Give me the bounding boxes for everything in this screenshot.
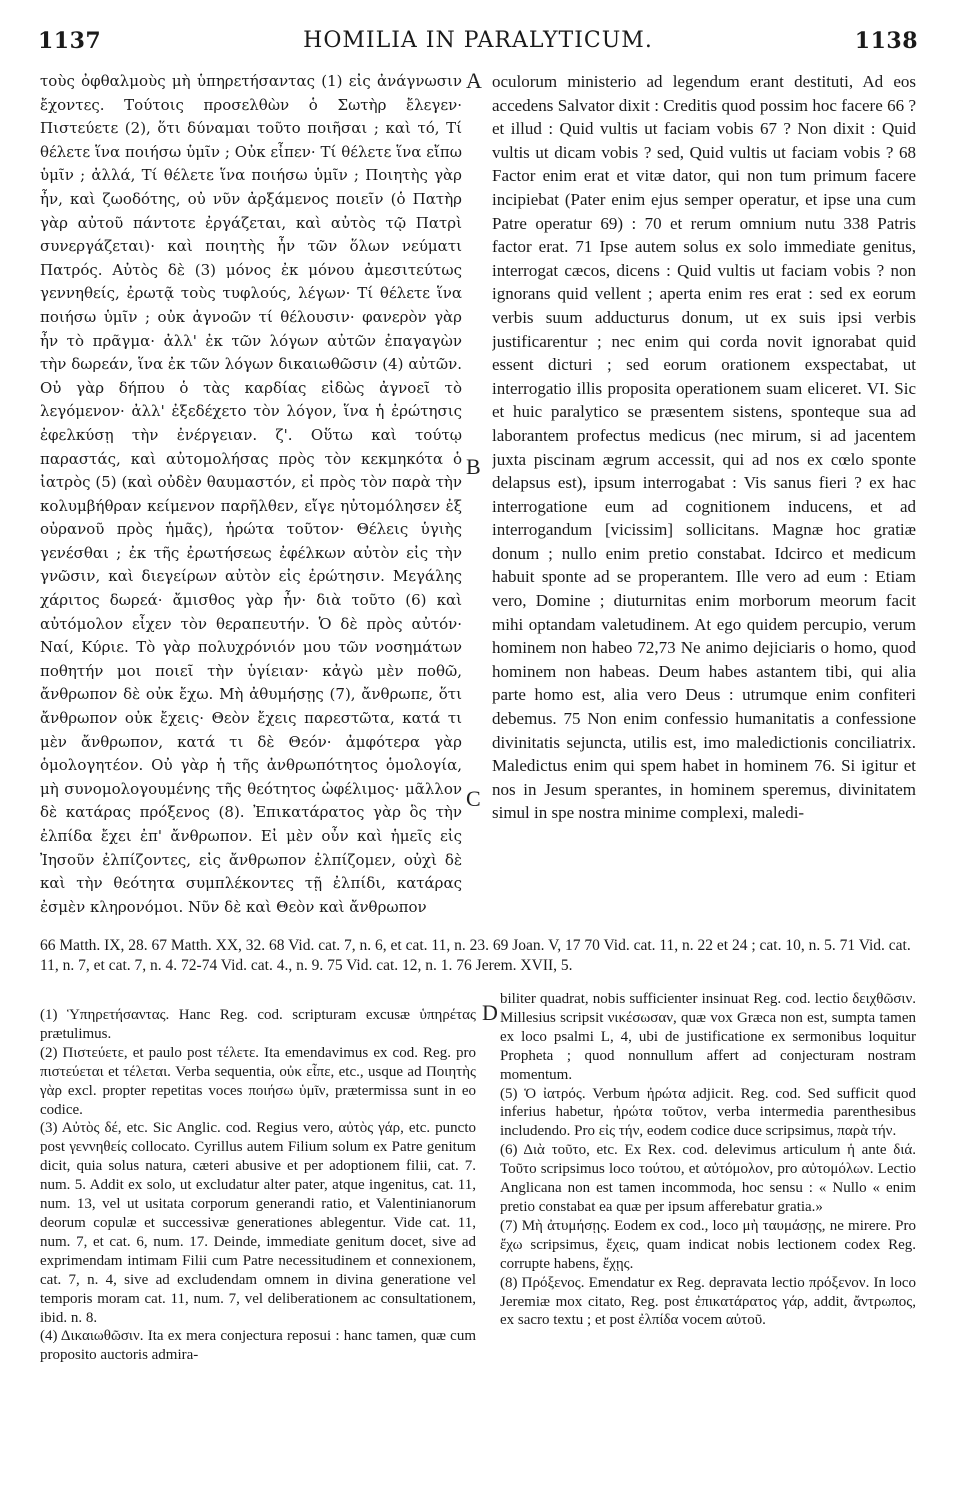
running-header	[38, 28, 918, 56]
greek-column	[40, 70, 462, 920]
greek-text: τοὺς ὀφθαλμοὺς μὴ ὑπηρετήσαντας (1) εἰς ἀνάγνωσιν ἔχοντες. Τούτοις προσελθὼν ὁ Σωτὴρ ἔλεγεν· Πιστεύετε (2), ὅτι δύναμαι τοῦτο ποιῆσαι ; καὶ τό, Τί θέλετε ἵνα ποιήσω ὑμῖν ; Οὐκ εἶπεν· Τί θέλετε ἵνα εἴπω ὑμῖν ; ἀλλά, Τί θέλετε ἵνα ποιήσω ὑμῖν ; Ποιητὴς γὰρ ἦν, καὶ ζωοδότης, οὐ νῦν ἀρξάμενος ποιεῖν (ὁ Πατὴρ γὰρ αὐτοῦ πάντοτε ἐργάζεται, καὶ αὐτὸς τῷ Πατρὶ συνεργάζεται)· καὶ ποιητὴς ἦν τῶν ὅλων νεύματι Πατρός. Αὐτὸς δὲ (3) μόνος ἐκ μόνου ἀμεσιτεύτως γεννηθείς, ἐρωτᾷ τοὺς τυφλούς, λέγων· Τί θέλετε ἵνα ποιήσω ὑμῖν ; οὐκ ἀγνοῶν τί θέλουσιν· φανερὸν γὰρ ἦν τὸ πρᾶγμα· ἀλλ' ἐκ τῶν λόγων αὐτῶν ἐπαγαγὼν τὴν δωρεάν, ἵνα ἐκ τῶν λόγων δικαιωθῶσιν (4) αὐτῶν. Οὐ γὰρ δήπου ὁ τὰς καρδίας εἰδὼς ἀγνοεῖ τὸ λεγόμενον· ἀλλ' ἐξεδέχετο τὸν λόγον, ἵνα ἡ ἐρώτησις ἐφελκύσῃ τὴν ἐνέργειαν. ζ'. Οὕτω καὶ τούτῳ παραστάς, καὶ αὐτομολήσας πρὸς τὸν κεκμηκότα ὁ ἰατρὸς (5) (καὶ οὐδὲν θαυμαστόν, εἰ πρὸς τὸν παρὰ τὴν κολυμβήθραν κείμενον παρῆλθεν, εἴγε ηὐτομόλησεν ἐξ οὐρανοῦ πρὸς ἡμᾶς), ἠρώτα τοῦτον· Θέλεις ὑγιὴς γενέσθαι ; ἐκ τῆς ἐρωτήσεως ἐφέλκων αὐτὸν εἰς τὴν γνῶσιν, καὶ διεγείρων αὐτὸν εἰς ἐρώτησιν. Μεγάλης χάριτος δωρεά· ἄμισθος γὰρ ἦν· διὰ τοῦτο (6) καὶ αὐτόμολον εἶχεν τὸν θεραπευτήν. Ὁ δὲ πρὸς αὐτόν· Ναί, Κύριε. Τὸ γὰρ πολυχρόνιόν μου τῶν νοσημάτων ποθητήν μοι ποιεῖ τὴν ὑγίειαν· κἀγὼ μὲν ποθῶ, ἄνθρωπον δὲ οὐκ ἔχω. Μὴ ἀθυμήσῃς (7), ἄνθρωπε, ὅτι ἄνθρωπον οὐκ ἔχεις· Θεὸν ἔχεις παρεστῶτα, κατά τι μὲν ἄνθρωπον, κατά τι δὲ Θεόν· ἀμφότερα γὰρ ὁμολογητέον. Οὐ γὰρ ἡ τῆς ἀνθρωπότητος ὁμολογία, μὴ συνομολογουμένης τῆς θεότητος ὠφέλιμος· μᾶλλον δὲ κατάρας πρόξενος (8). Ἐπικατάρατος γὰρ ὃς τὴν ἐλπίδα ἔχει ἐπ' ἄνθρωπον. Εἰ μὲν οὖν καὶ ἡμεῖς εἰς Ἰησοῦν ἐλπίζοντες, εἰς ἄνθρωπον ἐλπίζομεν, οὐχὶ δὲ καὶ τὴν θεότητα συμπλέκοντες τῇ ἐλπίδι, κατάρας ἐσμὲν κληρονόμοι. Νῦν δὲ καὶ Θεὸν καὶ ἄνθρωπον	[40, 72, 462, 916]
notes-left-column	[40, 1006, 476, 1476]
margin-marker-b: B	[466, 454, 481, 479]
running-title: HOMILIA IN PARALYTICUM.	[303, 28, 653, 53]
note: biliter quadrat, nobis sufficienter insinuat Reg. cod. lectio δειχθῶσιν. Millesius scripsit νικέσωσαν, quæ vox Græca non est, sumpta tamen ex loco psalmi L, 4, ubi de justificatione ex sermonibus loquitur Propheta ; quod nonnullum affert ad conjecturam nostram momentum.	[500, 991, 916, 1083]
notes-right-column	[500, 990, 916, 1476]
margin-marker-c: C	[466, 786, 481, 811]
note: (6) Διὰ τοῦτο, etc. Ex Rex. cod. delevimus articulum ἡ ante διά. Τοῦτο scripsimus loco τούτου, et αὐτόμολον, pro αὐτομόλων. Lectio Anglicana non est tamen incommoda, hoc sensu : « Nullo « enim pretio constabat ea quæ per ipsum afferebatur gratia.»	[500, 1142, 916, 1215]
note: (1) Ὑπηρετήσαντας. Hanc Reg. cod. scripturam excusæ ὑπηρέτας prætulimus.	[40, 1007, 476, 1042]
note: (5) Ὁ ἰατρός. Verbum ἠρώτα adjicit. Reg. cod. Sed sufficit quod inferius habetur, ἠρώτα τοῦτον, verba intermedia parenthesibus includendo. Pro εἰς τήν, eodem codice duce scripsimus, παρὰ τήν.	[500, 1085, 916, 1140]
note: (2) Πιστεύετε, et paulo post τέλετε. Ita emendavimus ex cod. Reg. pro πιστεύεται et τέλεται. Verba sequentia, οὐκ εἶπε, etc., usque ad Ποιητὴς γὰρ excl. propter repetitas voces ποιήσω ὑμῖν, prætermissa sunt in eo codice.	[40, 1044, 476, 1118]
note: (8) Πρόξενος. Emendatur ex Reg. depravata lectio πρόξενον. In loco Jeremiæ mox citato, Reg. post ἐπικατάρατος γάρ, addit, ἄντρωπος, ex sacro textu ; et post ἐλπίδα vocem αὐτοῦ.	[500, 1274, 916, 1329]
margin-marker-d: D	[482, 1000, 498, 1025]
note: (4) Δικαιωθῶσιν. Ita ex mera conjectura reposui : hanc tamen, quæ cum proposito auctoris admira-	[40, 1328, 476, 1364]
references-text: 66 Matth. IX, 28. 67 Matth. XX, 32. 68 Vid. cat. 7, n. 6, et cat. 11, n. 23. 69 Joan. V, 17 70 Vid. cat. 11, n. 22 et 24 ; cat. 10, n. 5. 71 Vid. cat. 11, n. 7, et cat. 7, n. 4. 72-74 Vid. cat. 4., n. 9. 75 Vid. cat. 12, n. 1. 76 Jerem. XVII, 5.	[40, 937, 911, 974]
scripture-references	[40, 936, 916, 976]
page-number-left: 1137	[38, 28, 102, 54]
note: (3) Αὐτὸς δέ, etc. Sic Anglic. cod. Regius vero, αὐτὸς γάρ, etc. puncto post γεννηθείς collocato. Cyrillus autem Filium solum ex Patre genitum dicit, quia solus natura, cæteri abusive et per adoptionem filii, cat. 7. num. 5. Addit ex solo, ut excludatur alter pater, atque ingenitus, cat. 11, num. 13, vel ut usitata corporum generandi ratio, et Valentinianorum deorum copulæ et successivæ generationes ablegentur. Vide cat. 11, num. 7, et cat. 6, num. 17. Deinde, immediate genitum docet, sive ad exprimendam intimam Filii cum Patre necessitudinem et connexionem, cat. 7, n. 4, sive ad excludendam omnem in divina generatione vel temporis moram cat. 11, num. 7, vel deliberationem ac consultationem, ibid. n. 8.	[40, 1120, 476, 1326]
margin-marker-a: A	[466, 68, 482, 93]
latin-column	[492, 70, 916, 920]
note: (7) Μὴ ἀτυμήσῃς. Eodem ex cod., loco μὴ ταυμάσῃς, ne mirere. Pro ἔχω scripsimus, ἔχεις, quam indicat nobis lectionem codex Reg. corrupte habens, ἔχῃς.	[500, 1217, 916, 1272]
latin-text: oculorum ministerio ad legendum erant destituti, Ad eos accedens Salvator dixit : Creditis quod possim hoc facere 66 ? et illud : Quid vultis ut faciam vobis 67 ? Non dixit : Quid vultis ut dicam vobis ? sed, Quid vultis ut faciam vobis ? 68 Factor enim erat et vitæ dator, qui non tum primum facere incipiebat (Pater enim ejus semper operatur, et ipse una cum Patre operatur 69) : 70 et rerum omnium nutu 338 Patris factor erat. 71 Ipse autem solus ex solo immediate genitus, interrogat cæcos, dicens : Quid vultis ut faciam vobis ? non ignorans quid vellent ; aperta enim res erat : sed ex eorum verbis suum adducturus donum, ut ex suis ipsi verbis justificarentur ; nec enim qui corda novit ignorabat quid essent dicturi ; sed eorum orationem exspectabat, ut interrogatio illis proposita operationem suam eliceret. VI. Sic et huic paralytico se præsentem sistens, sponteque sua ad laborantem profectus medicus (nec mirum, si ad jacentem juxta piscinam ægrum accessit, qui ad nos ex cœlo sponte delapsus est), ipsum interrogabat : Vis sanus fieri ? ex hac interrogatione eum ad cognitionem inducens, et ad interrogandum [vicissim] sollicitans. Magnæ hoc gratiæ donum ; nullo enim pretio constabat. Idcirco et medicum habuit sponte ad se properantem. Ille vero ad eum : Etiam vero, Domine ; diuturnitas enim morborum meorum facit mihi optandam valetudinem. At ego quidem percupio, verum hominem non habeo 72,73 Ne animo dejiciaris o homo, quod hominem non habeas. Deum habes astantem tibi, qui alia parte homo est, alia vero Deus : utrumque enim confiteri debemus. 75 Non enim confessio humanitatis a confessione divinitatis sejuncta, utilis est, imo maledictionis conciliatrix. Maledictus enim qui spem habet in hominem 76. Si igitur et nos in Jesum sperantes, in hominem speremus, divinitatem simul in spe nostra minime complexi, maledi-	[492, 72, 916, 823]
page-number-right: 1138	[854, 28, 918, 54]
